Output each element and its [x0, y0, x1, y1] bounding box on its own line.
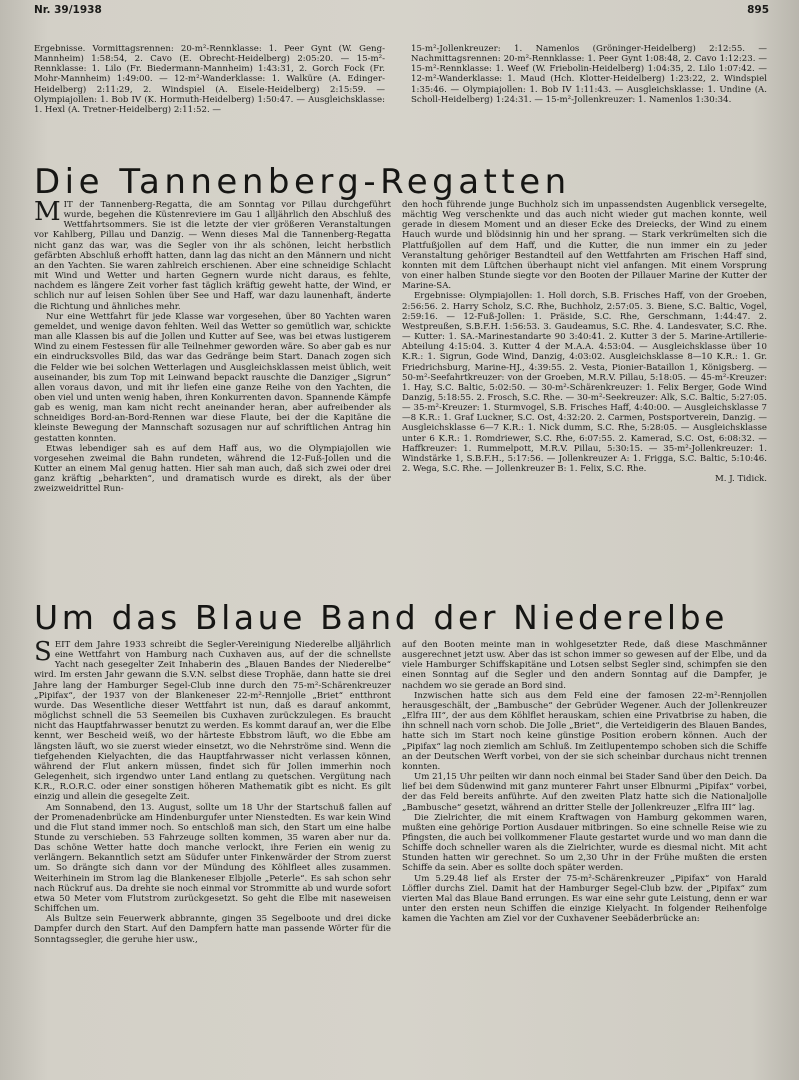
article2-paragraph: Als Bultze sein Feuerwerk abbrannte, gingen 35 Segelboote und drei dicke Dampfer durch den Start. Auf den Dampfern hatte man passende Wörter für die Sonntagssegler, die geruhe hier usw.,: [34, 914, 391, 945]
article1-paragraph: MIT der Tannenberg-Regatta, die am Sonntag vor Pillau durchgeführt wurde, begehen die Küstenreviere im Gau 1 alljährlich den Abschluß des Wettfahrtsommers. Sie ist die letzte der vier größeren Veranstaltungen vor Kahlberg, Pillau und Danzig. — Wenn dieses Mal die Tannenberg-Regatta nicht ganz das war, was die Segler von ihr als schönen, leicht herbstlich gefärbten Abschluß erhofft hatten, dann lag das nicht an den Männern und nicht an den Yachten. Sie waren zahlreich erschienen. Aber eine schneidige Schlacht mit Wind und Wetter und harten Gegnern wurde nicht daraus, es fehlte, nachdem es längere Zeit vorher fast täglich kräftig geweht hatte, der Wind, er schlich nur auf leisen Sohlen über See und Haff, war dazu launenhaft, änderte die Richtung und ähnliches mehr.: [34, 197, 391, 312]
results-text-right: 15-m²-Jollenkreuzer: 1. Namenlos (Gröninger-Heidelberg) 2:12:55. — Nachmittagsrennen: 20-m²-Rennklasse: 1. Peer Gynt 1:08:48, 2. Cavo 1:12:23. — 15-m²-Rennklasse: 1. Weef (W. Friebolin-Heidelberg) 1:04:35, 2. Lilo 1:07:42. — 12-m²-Wanderklasse: 1. Maud (Hch. Klotter-Heidelberg) 1:23:22, 2. Windspiel 1:35:46. — Olympiajollen: 1. Bob IV 1:11:43. — Ausgleichsklasse: 1. Undine (A. Scholl-Heidelberg) 1:24:31. — 15-m²-Jollenkreuzer: 1. Namenlos 1:30:34.: [411, 44, 767, 105]
author-signature: M. J. Tidick.: [715, 474, 767, 485]
results-text-left: Ergebnisse. Vormittagsrennen: 20-m²-Rennklasse: 1. Peer Gynt (W. Geng-Mannheim) 1:58:54, 2. Cavo (E. Obrecht-Heidelberg) 2:05:20. — 15-m²-Rennklasse: 1. Lilo (Fr. Biedermann-Mannheim) 1:43:31, 2. Gorch Fock (Fr. Mohr-Mannheim) 1:49:00. — 12-m²-Wanderklasse: 1. Walküre (A. Edinger-Heidelberg) 2:11:29, 2. Windspiel (A. Eisele-Heidelberg) 2:15:59. — Olympiajollen: 1. Bob IV (K. Hormuth-Heidelberg) 1:50:47. — Ausgleichsklasse: 1. Hexl (A. Tretner-Heidelberg) 2:11:52. —: [34, 44, 385, 115]
page-number: 895: [747, 4, 769, 16]
article2-column-right: [402, 640, 767, 924]
article1-paragraph: den hoch führende junge Buchholz sich im unpassendsten Augenblick versegelte, mächtig Weg verschenkte und das auch nicht wieder gut machen konnte, weil gerade in diesem Moment und an dieser Ecke des Dreiecks, der Wind zu einem Hauch wurde und blödsinnig hin und her sprang. — Stark verkrümelten sich die Plattfußjollen auf dem Haff, und die Kutter, die nun immer ein zu jeder Veranstaltung gehöriger Bestandteil auf den Wettfahrten am Frischen Haff sind, konnten mit dem Lüftchen überhaupt nicht viel anfangen. Mit einem Vorsprung von einer halben Stunde siegte vor den Booten der Pillauer Marine der Kutter der Marine-SA.: [402, 200, 767, 292]
drop-cap: S: [34, 637, 52, 667]
issue-number: Nr. 39/1938: [34, 4, 102, 16]
drop-cap: M: [34, 197, 61, 227]
article2-paragraph: SEIT dem Jahre 1933 schreibt die Segler-Vereinigung Niederelbe alljährlich eine Wettfahrt von Hamburg nach Cuxhaven aus, auf der die schnellste Yacht nach gesegelter Zeit Inhaberin des „Blauen Bandes der Niederelbe“ wird. Im ersten Jahr gewann die S.V.N. selbst diese Trophäe, dann hatte sie drei Jahre lang der Hamburger Segel-Club inne durch den 75-m²-Schärenkreuzer „Pipifax“, der 1937 von der Blankeneser 22-m²-Rennjolle „Briet“ entthront wurde. Das Wesentliche dieser Wettfahrt ist nun, daß es darauf ankommt, möglichst schnell die 53 Seemeilen bis Cuxhaven zurückzulegen. Es braucht nicht das Hauptfahrwasser benutzt zu werden. Es kommt darauf an, wer die Elbe kennt, wer Bescheid weiß, wo der härteste Ebbstrom läuft, wo die Ebbe am längsten läuft, wo sie zuerst wieder einsetzt, wo die Nehrströme sind. Wenn die tiefgehenden Kielyachten, die das Hauptfahrwasser nicht verlassen können, während der Flut ankern müssen, findet sich für Jollen immerhin noch Gelegenheit, sich irgendwo unter Land entlang zu quetschen. Vergütung nach K.R., R.O.R.C. oder einer sonstigen höheren Mathematik gibt es nicht. Es gilt einzig und allein die gesegelte Zeit.: [34, 637, 391, 803]
article1-paragraph: Etwas lebendiger sah es auf dem Haff aus, wo die Olympiajollen wie vorgesehen zweimal die Bahn rundeten, während die 12-Fuß-Jollen und die Kutter an einem Mal genug hatten. Hier sah man auch, daß sich zwei oder drei ganz kräftig „beharkten“, und dramatisch wurde es direkt, als der über zweizweidrittel Run-: [34, 443, 391, 495]
article-title-tannenberg: Die Tannenberg-Regatten: [34, 162, 571, 202]
article1-column-left: [34, 197, 391, 495]
article-title-blaues-band: Um das Blaue Band der Niederelbe: [34, 598, 729, 637]
article2-paragraph: auf den Booten meinte man in wohlgesetzter Rede, daß diese Maschmänner ausgerechnet jetzt usw. Aber das ist schon immer so gewesen auf der Elbe, und da viele Hamburger Schiffskapitäne und Lotsen selbst Segler sind, schimpfen sie den einen Sonntag auf die Segler und den andern Sonntag auf die Dampfer, je nachdem wo sie gerade an Bord sind.: [402, 640, 767, 691]
results-column-left: [34, 44, 385, 115]
article2-paragraph: Am Sonnabend, den 13. August, sollte um 18 Uhr der Startschuß fallen auf der Promenadenbrücke am Hindenburgufer unter Nienstedten. Es war kein Wind und die Flut stand immer noch. So entschloß man sich, den Start um eine halbe Stunde zu verschieben. 53 Fahrzeuge sollten kommen, 35 waren aber nur da. Das schöne Wetter hatte doch manche verlockt, ihre Ferien ein wenig zu verlängern. Bekanntlich setzt am Südufer unter Finkenwärder der Strom zuerst um. So drängte sich dann vor der Mündung des Köhlfleet alles zusammen. Weiterhinein im Strom lag die Blankeneser Elbjolle „Peterle“. Es sah schon sehr nach Rückruf aus. Da drehte sie noch einmal vor Strommitte ab und wurde sofort etwa 50 Meter vom Flutstrom zurückgesetzt. So geht die Elbe mit naseweisen Schiffchen um.: [34, 802, 391, 915]
article2-paragraph: Die Zielrichter, die mit einem Kraftwagen von Hamburg gekommen waren, mußten eine gehörige Portion Ausdauer mitbringen. So eine schnelle Reise wie zu Pfingsten, die auch bei vollkommener Flaute gestartet wurde und wo man dann die Schiffe doch schneller waren als die Zielrichter, wurde es diesmal nicht. Mit acht Stunden hatten wir gerechnet. So um 2,30 Uhr in der Frühe mußten die ersten Schiffe da sein. Aber es sollte doch später werden.: [402, 812, 767, 874]
results-column-right: [411, 44, 767, 105]
article2-paragraph: Um 5.29.48 lief als Erster der 75-m²-Schärenkreuzer „Pipifax“ von Harald Löffler durchs Ziel. Damit hat der Hamburger Segel-Club bzw. der „Pipifax“ zum vierten Mal das Blaue Band errungen. Es war eine sehr gute Leistung, denn er war unter den ersten neun Schiffen die einzige Kielyacht. In folgender Reihenfolge kamen die Yachten am Ziel vor der Cuxhavener Seebäderbrücke an:: [402, 873, 767, 925]
article1-paragraph: Nur eine Wettfahrt für jede Klasse war vorgesehen, über 80 Yachten waren gemeldet, und wenige davon fehlten. Weil das Wetter so gemütlich war, schickte man alle Klassen bis auf die Jollen und Kutter auf See, was bei etwas lustigerem Wind zu einem Festessen für alle Teilnehmer geworden wäre. So aber gab es nur ein eindrucksvolles Bild, das war das Gedränge beim Start. Danach zogen sich die Felder wie bei solchen Wetterlagen und Ausgleichsklassen meist üblich, weit auseinander, bis zum Top mit Leinwand bepackt rauschte die Danziger „Sigrun“ allen voraus davon, und mit ihr liefen eine ganze Reihe von den Yachten, die oben viel und unten wenig haben, ihren Konkurrenten davon. Spannende Kämpfe gab es wenig, man kam nicht recht aneinander heran, aber aufreibender als schneidiges Bord-an-Bord-Rennen war diese Flaute, bei der die Kapitäne die kleinste Bewegung der Mannschaft sozusagen nur auf schriftlichen Antrag hin gestatten konnten.: [34, 311, 391, 444]
article1-column-right: [402, 200, 767, 484]
article2-paragraph: Um 21,15 Uhr peilten wir dann noch einmal bei Stader Sand über den Deich. Da lief bei dem Südenwind mit ganz munterer Fahrt unser Elbnurmi „Pipifax“ vorbei, der das Feld bereits anführte. Auf den zweiten Platz hatte sich die Nationaljolle „Bambusche“ gesetzt, während an dritter Stelle der Jollenkreuzer „Elfra III“ lag.: [402, 772, 767, 813]
article2-paragraph: Inzwischen hatte sich aus dem Feld eine der famosen 22-m²-Rennjollen herausgeschält, der „Bambusche“ der Gebrüder Wegener. Auch der Jollenkreuzer „Elfra III“, der aus dem Köhlflet herauskam, schien eine Privatbrise zu haben, die ihn schnell nach vorn schob. Die Jolle „Briet“, die Verteidigerin des Blauen Bandes, hatte sich im Start noch keine günstige Position erobern können. Auch der „Pipifax“ lag noch ziemlich am Schluß. Im Zeitlupentempo schoben sich die Schiffe an der Deutschen Werft vorbei, von der sie sich scheinbar durchaus nicht trennen konnten.: [402, 690, 767, 772]
article1-results: Ergebnisse: Olympiajollen: 1. Holl dorch, S.B. Frisches Haff, von der Groeben, 2:56:56. 2. Harry Scholz, S.C. Rhe, Buchholz, 2:57:05. 3. Biene, S.C. Baltic, Vogel, 2:59:16. — 12-Fuß-Jollen: 1. Präside, S.C. Rhe, Gerschmann, 1:44:47. 2. Westpreußen, S.B.F.H. 1:56:53. 3. Gaudeamus, S.C. Rhe. 4. Landesvater, S.C. Rhe. — Kutter: 1. SA.-Marinestandarte 90 3:40:41. 2. Kutter 3 der 5. Marine-Artillerie-Abteilung 4:15:04. 3. Kutter 4 der M.A.A. 4:53:04. — Ausgleichsklasse über 10 K.R.: 1. Sigrun, Gode Wind, Danzig, 4:03:02. Ausgleichsklasse 8—10 K.R.: 1. Gr. Friedrichsburg, Marine-HJ., 4:39:55. 2. Vesta, Pionier-Bataillon 1, Königsberg. — 50-m²-Seefahrtkreuzer: von der Groeben, M.R.V. Pillau, 5:18:05. — 45-m²-Kreuzer: 1. Hay, S.C. Baltic, 5:02:50. — 30-m²-Schärenkreuzer: 1. Felix Berger, Gode Wind Danzig, 5:18:55. 2. Frosch, S.C. Rhe. — 30-m²-Seekreuzer: Alk, S.C. Baltic, 5:27:05. — 35-m²-Kreuzer: 1. Sturmvogel, S.B. Frisches Haff, 4:40:00. — Ausgleichsklasse 7—8 K.R.: 1. Graf Luckner, S.C. Ost, 4:32:20. 2. Carmen, Postsportverein, Danzig. — Ausgleichsklasse 6—7 K.R.: 1. Nick dumm, S.C. Rhe, 5:28:05. — Ausgleichsklasse unter 6 K.R.: 1. Romdriewer, S.C. Rhe, 6:07:55. 2. Kamerad, S.C. Ost, 6:08:32. — Haffkreuzer: 1. Rummelpott, M.R.V. Pillau, 5:30:15. — 35-m²-Jollenkreuzer: 1. Windstärke 1, S.B.F.H., 5:17:56. — Jollenkreuzer A: 1. Frigga, S.C. Baltic, 5:10:46. 2. Wega, S.C. Rhe. — Jollenkreuzer B: 1. Felix, S.C. Rhe.: [402, 291, 767, 475]
page-header: [34, 4, 769, 20]
article2-column-left: [34, 637, 391, 945]
